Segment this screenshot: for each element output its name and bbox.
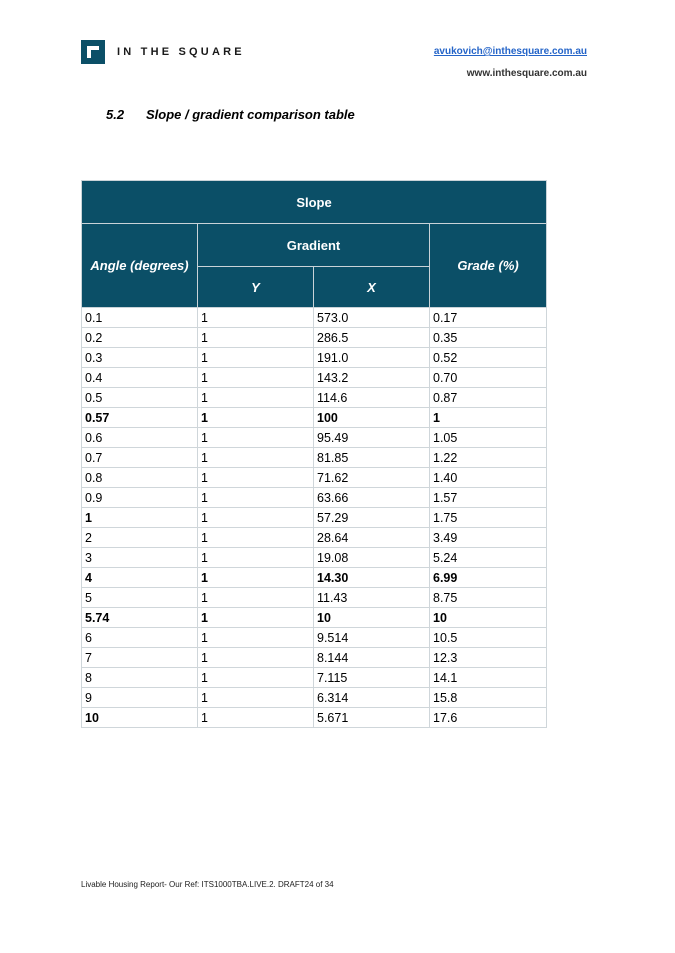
- cell-grade: 10.5: [430, 628, 547, 648]
- cell-grade: 10: [430, 608, 547, 628]
- cell-grade: 1.57: [430, 488, 547, 508]
- cell-y: 1: [198, 468, 314, 488]
- cell-x: 7.115: [314, 668, 430, 688]
- cell-y: 1: [198, 408, 314, 428]
- cell-x: 5.671: [314, 708, 430, 728]
- cell-x: 57.29: [314, 508, 430, 528]
- cell-y: 1: [198, 528, 314, 548]
- cell-x: 573.0: [314, 308, 430, 328]
- table-title-slope: Slope: [82, 181, 547, 224]
- cell-grade: 14.1: [430, 668, 547, 688]
- cell-x: 6.314: [314, 688, 430, 708]
- cell-grade: 5.24: [430, 548, 547, 568]
- company-logo: [81, 40, 245, 64]
- cell-y: 1: [198, 388, 314, 408]
- cell-grade: 1.40: [430, 468, 547, 488]
- logo-text: IN THE SQUARE: [117, 46, 245, 58]
- cell-x: 14.30: [314, 568, 430, 588]
- table-row: [82, 448, 547, 468]
- header-gradient: Gradient: [198, 224, 430, 267]
- cell-x: 95.49: [314, 428, 430, 448]
- cell-y: 1: [198, 628, 314, 648]
- cell-angle: 0.5: [82, 388, 198, 408]
- header-y: Y: [198, 267, 314, 308]
- table-row: [82, 708, 547, 728]
- cell-grade: 6.99: [430, 568, 547, 588]
- cell-x: 19.08: [314, 548, 430, 568]
- cell-x: 81.85: [314, 448, 430, 468]
- cell-angle: 7: [82, 648, 198, 668]
- section-number: 5.2: [106, 107, 125, 122]
- cell-y: 1: [198, 548, 314, 568]
- table-row: [82, 488, 547, 508]
- cell-grade: 1.75: [430, 508, 547, 528]
- cell-y: 1: [198, 368, 314, 388]
- header-grade: Grade (%): [430, 224, 547, 308]
- cell-angle: 1: [82, 508, 198, 528]
- table-row: [82, 508, 547, 528]
- cell-angle: 5.74: [82, 608, 198, 628]
- cell-x: 100: [314, 408, 430, 428]
- cell-y: 1: [198, 648, 314, 668]
- cell-angle: 0.8: [82, 468, 198, 488]
- section-heading: [106, 107, 355, 122]
- cell-y: 1: [198, 308, 314, 328]
- cell-angle: 0.3: [82, 348, 198, 368]
- header-x: X: [314, 267, 430, 308]
- cell-angle: 0.2: [82, 328, 198, 348]
- square-logo-icon: [81, 40, 105, 64]
- table-row: [82, 368, 547, 388]
- header-angle: Angle (degrees): [82, 224, 198, 308]
- cell-x: 286.5: [314, 328, 430, 348]
- cell-grade: 0.52: [430, 348, 547, 368]
- table-row: [82, 528, 547, 548]
- cell-grade: 15.8: [430, 688, 547, 708]
- cell-y: 1: [198, 568, 314, 588]
- table-body: [82, 308, 547, 728]
- cell-grade: 8.75: [430, 588, 547, 608]
- cell-angle: 2: [82, 528, 198, 548]
- cell-x: 191.0: [314, 348, 430, 368]
- cell-angle: 8: [82, 668, 198, 688]
- section-title: Slope / gradient comparison table: [146, 107, 355, 122]
- cell-x: 8.144: [314, 648, 430, 668]
- cell-y: 1: [198, 668, 314, 688]
- cell-x: 71.62: [314, 468, 430, 488]
- cell-grade: 12.3: [430, 648, 547, 668]
- cell-grade: 0.70: [430, 368, 547, 388]
- table-row: [82, 568, 547, 588]
- table-row: [82, 388, 547, 408]
- page-footer: Livable Housing Report- Our Ref: ITS1000TBA.LIVE.2. DRAFT24 of 34: [81, 880, 334, 889]
- cell-angle: 0.1: [82, 308, 198, 328]
- cell-y: 1: [198, 448, 314, 468]
- cell-x: 143.2: [314, 368, 430, 388]
- cell-y: 1: [198, 588, 314, 608]
- cell-x: 10: [314, 608, 430, 628]
- cell-y: 1: [198, 688, 314, 708]
- table-row: [82, 668, 547, 688]
- table-row: [82, 328, 547, 348]
- cell-grade: 1.22: [430, 448, 547, 468]
- cell-y: 1: [198, 608, 314, 628]
- cell-angle: 0.7: [82, 448, 198, 468]
- table-row: [82, 688, 547, 708]
- website-text: www.inthesquare.com.au: [466, 68, 587, 79]
- slope-comparison-table: [81, 180, 547, 728]
- cell-angle: 0.9: [82, 488, 198, 508]
- cell-x: 28.64: [314, 528, 430, 548]
- cell-grade: 1.05: [430, 428, 547, 448]
- cell-angle: 10: [82, 708, 198, 728]
- cell-angle: 5: [82, 588, 198, 608]
- cell-y: 1: [198, 328, 314, 348]
- cell-grade: 0.87: [430, 388, 547, 408]
- cell-grade: 17.6: [430, 708, 547, 728]
- table-row: [82, 628, 547, 648]
- cell-y: 1: [198, 708, 314, 728]
- table-row: [82, 468, 547, 488]
- cell-x: 9.514: [314, 628, 430, 648]
- email-link[interactable]: avukovich@inthesquare.com.au: [433, 46, 587, 57]
- cell-angle: 0.4: [82, 368, 198, 388]
- cell-y: 1: [198, 508, 314, 528]
- cell-y: 1: [198, 488, 314, 508]
- table-row: [82, 348, 547, 368]
- cell-grade: 0.17: [430, 308, 547, 328]
- table-row: [82, 428, 547, 448]
- table-row: [82, 408, 547, 428]
- cell-grade: 3.49: [430, 528, 547, 548]
- cell-angle: 3: [82, 548, 198, 568]
- cell-y: 1: [198, 348, 314, 368]
- cell-angle: 6: [82, 628, 198, 648]
- table-row: [82, 548, 547, 568]
- table-row: [82, 648, 547, 668]
- table-row: [82, 608, 547, 628]
- cell-grade: 1: [430, 408, 547, 428]
- cell-angle: 0.6: [82, 428, 198, 448]
- cell-angle: 4: [82, 568, 198, 588]
- cell-x: 63.66: [314, 488, 430, 508]
- table-row: [82, 308, 547, 328]
- cell-x: 114.6: [314, 388, 430, 408]
- cell-y: 1: [198, 428, 314, 448]
- cell-angle: 0.57: [82, 408, 198, 428]
- cell-angle: 9: [82, 688, 198, 708]
- cell-x: 11.43: [314, 588, 430, 608]
- cell-grade: 0.35: [430, 328, 547, 348]
- table-row: [82, 588, 547, 608]
